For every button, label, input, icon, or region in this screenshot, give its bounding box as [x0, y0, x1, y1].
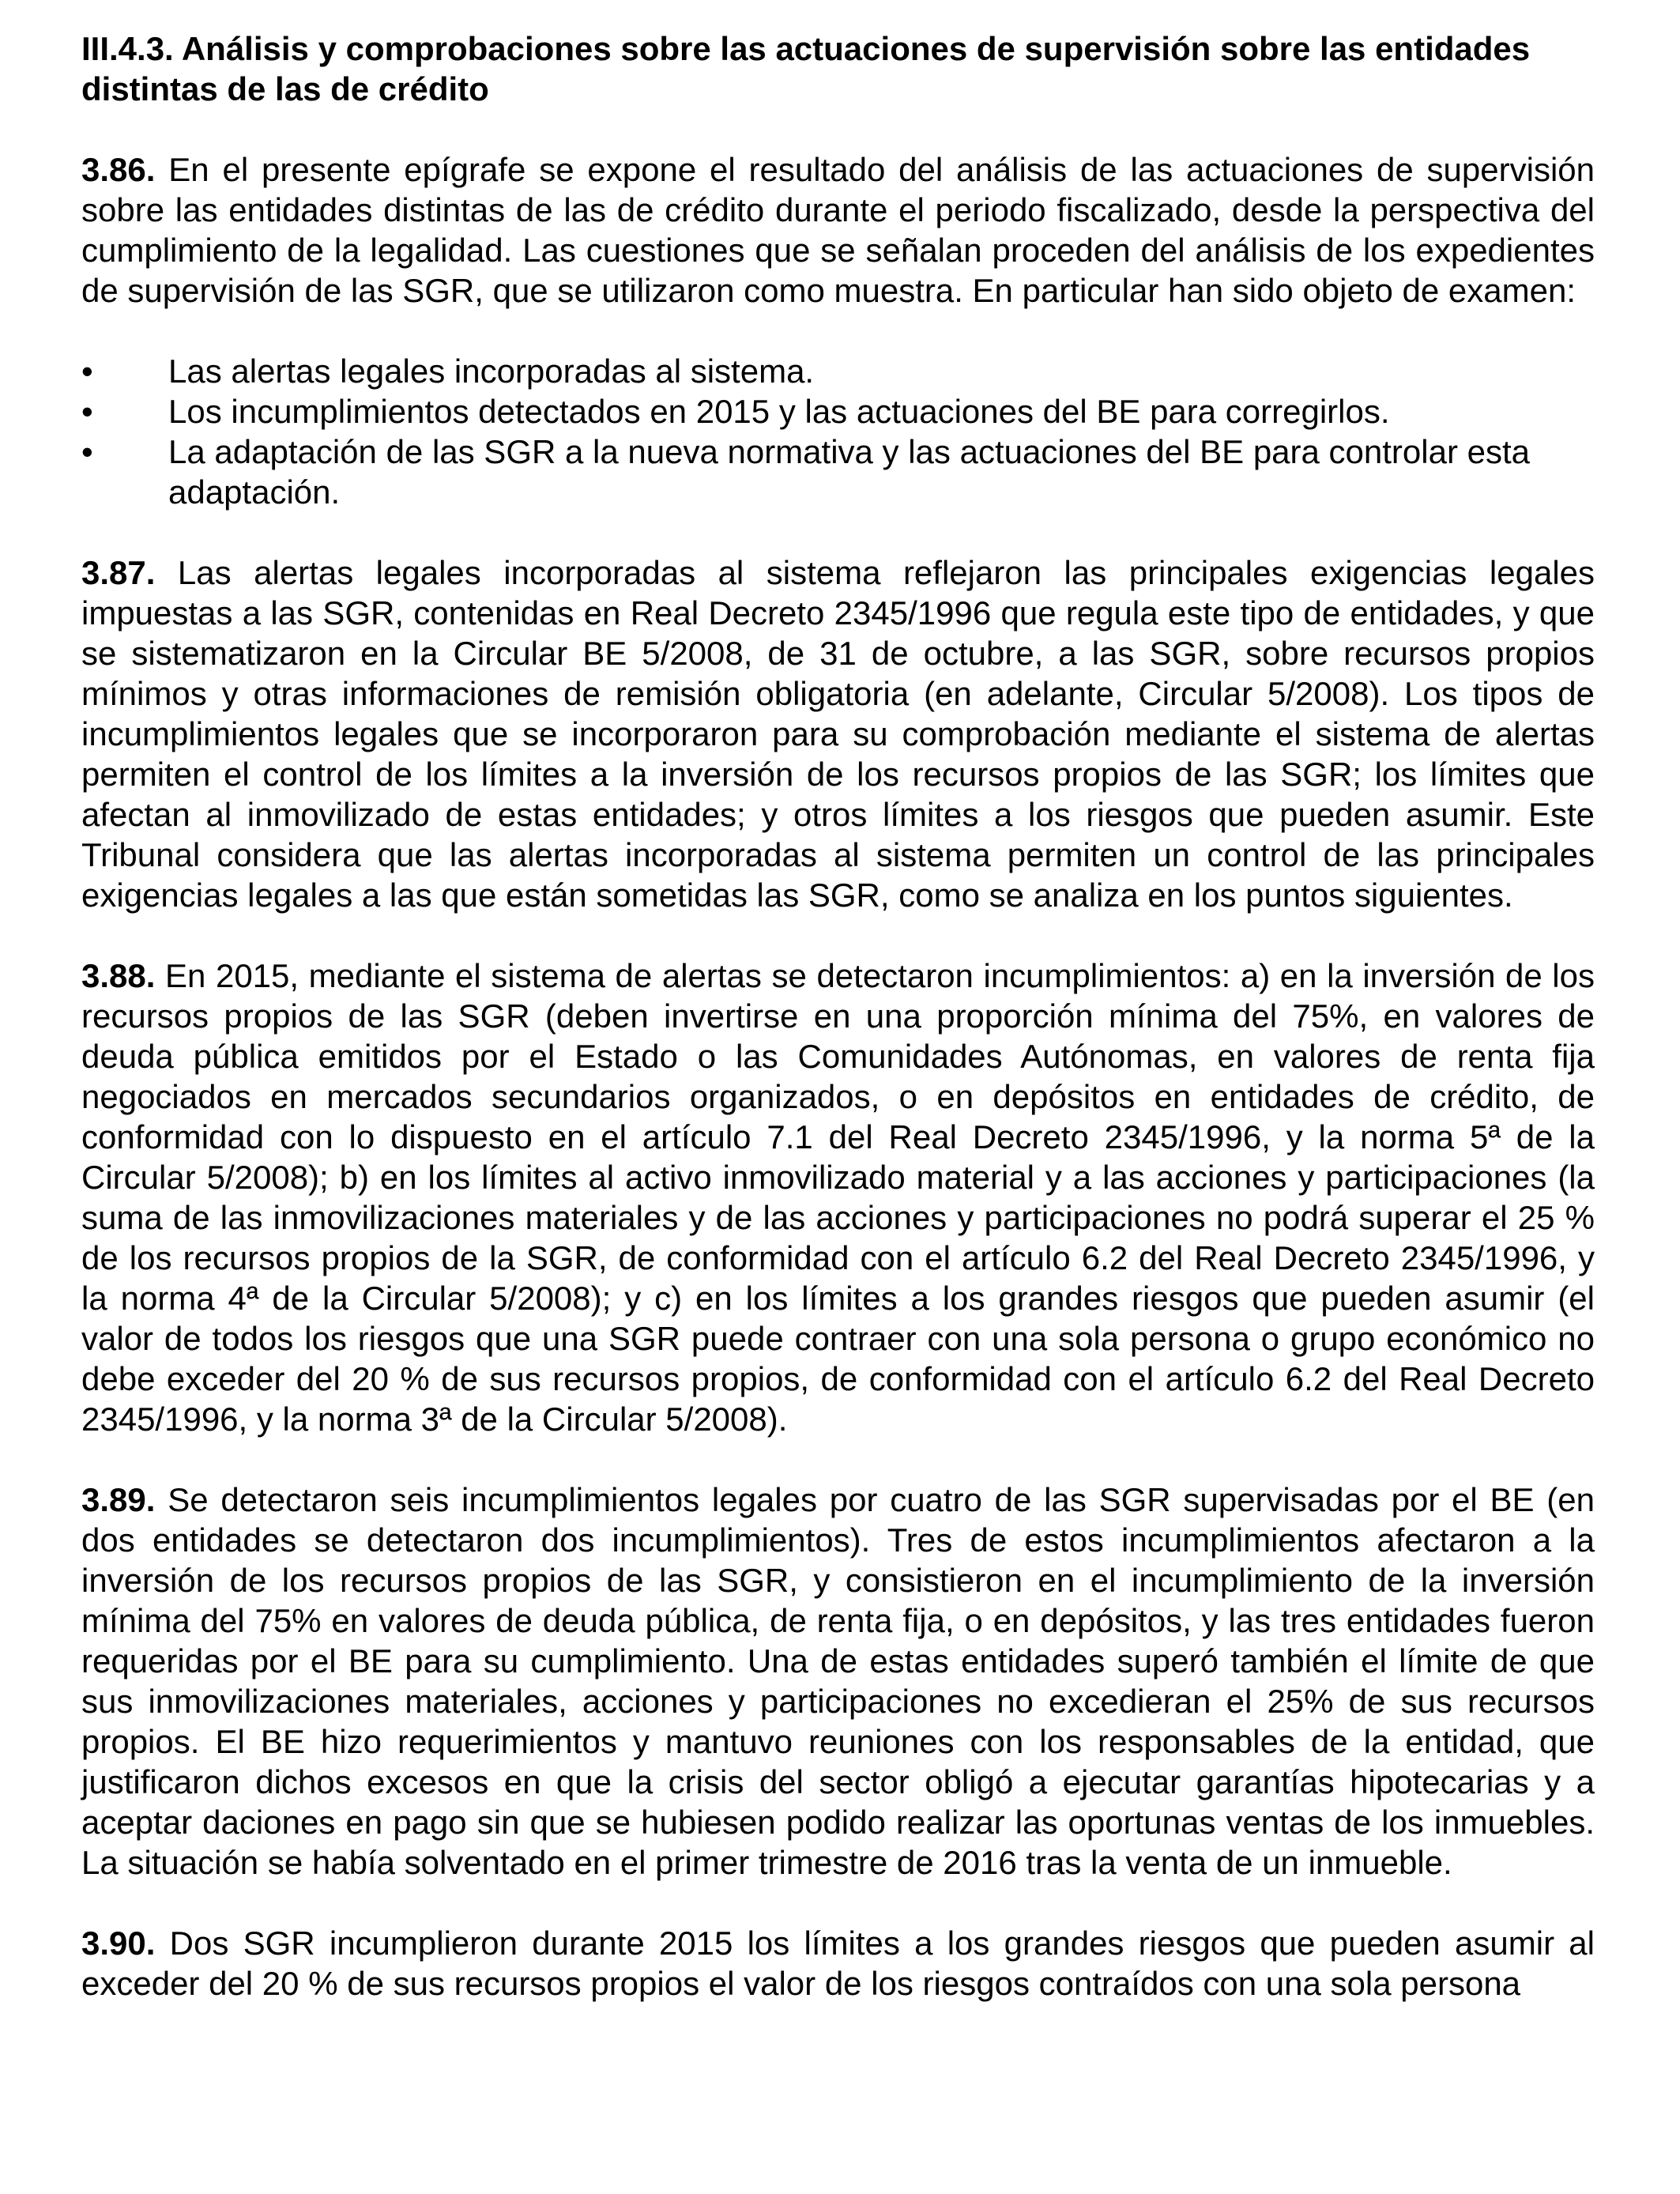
- list-item-text: La adaptación de las SGR a la nueva normativa y las actuaciones del BE para controlar esta adaptación.: [168, 433, 1531, 511]
- paragraph-text: Dos SGR incumplieron durante 2015 los límites a los grandes riesgos que pueden asumir al exceder del 20 % de sus recursos propios el valor de los riesgos contraídos con una sola persona: [81, 1924, 1595, 2002]
- paragraph-text: En 2015, mediante el sistema de alertas se detectaron incumplimientos: a) en la inversión de los recursos propios de las SGR (deben invertirse en una proporción mínima del 75%, en valores de deuda pública emitidos por el Estado o las Comunidades Autónomas, en valores de renta fija negociados en mercados secundarios organizados, o en depósitos en entidades de crédito, de conformidad con lo dispuesto en el artículo 7.1 del Real Decreto 2345/1996, y la norma 5ª de la Circular 5/2008); b) en los límites al activo inmovilizado material y a las acciones y participaciones (la suma de las inmovilizaciones materiales y de las acciones y participaciones no podrá superar el 25 % de los recursos propios de la SGR, de conformidad con el artículo 6.2 del Real Decreto 2345/1996, y la norma 4ª de la Circular 5/2008); y c) en los límites a los grandes riesgos que pueden asumir (el valor de todos los riesgos que una SGR puede contraer con una sola persona o grupo económico no debe exceder del 20 % de sus recursos propios, de conformidad con el artículo 6.2 del Real Decreto 2345/1996, y la norma 3ª de la Circular 5/2008).: [81, 957, 1595, 1438]
- paragraph-3-87: [81, 552, 1595, 915]
- paragraph-number: 3.88.: [81, 957, 156, 994]
- paragraph-number: 3.86.: [81, 151, 156, 188]
- paragraph-number: 3.87.: [81, 554, 156, 591]
- paragraph-text: En el presente epígrafe se expone el resultado del análisis de las actuaciones de supervisión sobre las entidades distintas de las de crédito durante el periodo fiscalizado, desde la perspectiva del cumplimiento de la legalidad. Las cuestiones que se señalan proceden del análisis de los expedientes de supervisión de las SGR, que se utilizaron como muestra. En particular han sido objeto de examen:: [81, 151, 1595, 309]
- list-item: [81, 432, 1595, 512]
- document-page: [81, 28, 1595, 2004]
- paragraph-text: Se detectaron seis incumplimientos legales por cuatro de las SGR supervisadas por el BE (en dos entidades se detectaron dos incumplimientos). Tres de estos incumplimientos afectaron a la inversión de los recursos propios de las SGR, y consistieron en el incumplimiento de la inversión mínima del 75% en valores de deuda pública, de renta fija, o en depósitos, y las tres entidades fueron requeridas por el BE para su cumplimiento. Una de estas entidades superó también el límite de que sus inmovilizaciones materiales, acciones y participaciones no excedieran el 25% de sus recursos propios. El BE hizo requerimientos y mantuvo reuniones con los responsables de la entidad, que justificaron dichos excesos en que la crisis del sector obligó a ejecutar garantías hipotecarias y a aceptar daciones en pago sin que se hubiesen podido realizar las oportunas ventas de los inmuebles. La situación se había solventado en el primer trimestre de 2016 tras la venta de un inmueble.: [81, 1481, 1595, 1881]
- list-item: [81, 351, 1595, 391]
- paragraph-3-86: [81, 149, 1595, 311]
- bullet-icon: •: [81, 433, 93, 470]
- paragraph-3-89: [81, 1480, 1595, 1883]
- paragraph-number: 3.89.: [81, 1481, 156, 1518]
- section-heading: III.4.3. Análisis y comprobaciones sobre las actuaciones de supervisión sobre las entidades distintas de las de crédito: [81, 30, 1531, 107]
- list-item: [81, 391, 1595, 432]
- paragraph-number: 3.90.: [81, 1924, 156, 1962]
- bullet-icon: •: [81, 352, 93, 390]
- paragraph-3-88: [81, 956, 1595, 1439]
- paragraph-text: Las alertas legales incorporadas al sistema reflejaron las principales exigencias legales impuestas a las SGR, contenidas en Real Decreto 2345/1996 que regula este tipo de entidades, y que se sistematizaron en la Circular BE 5/2008, de 31 de octubre, a las SGR, sobre recursos propios mínimos y otras informaciones de remisión obligatoria (en adelante, Circular 5/2008). Los tipos de incumplimientos legales que se incorporaron para su comprobación mediante el sistema de alertas permiten el control de los límites a la inversión de los recursos propios de las SGR; los límites que afectan al inmovilizado de estas entidades; y otros límites a los riesgos que pueden asumir. Este Tribunal considera que las alertas incorporadas al sistema permiten un control de las principales exigencias legales a las que están sometidas las SGR, como se analiza en los puntos siguientes.: [81, 554, 1595, 914]
- bullet-list: [81, 351, 1595, 512]
- paragraph-3-90: [81, 1923, 1595, 2004]
- bullet-icon: •: [81, 393, 93, 430]
- list-item-text: Las alertas legales incorporadas al sistema.: [168, 352, 815, 390]
- list-item-text: Los incumplimientos detectados en 2015 y las actuaciones del BE para corregirlos.: [168, 393, 1390, 430]
